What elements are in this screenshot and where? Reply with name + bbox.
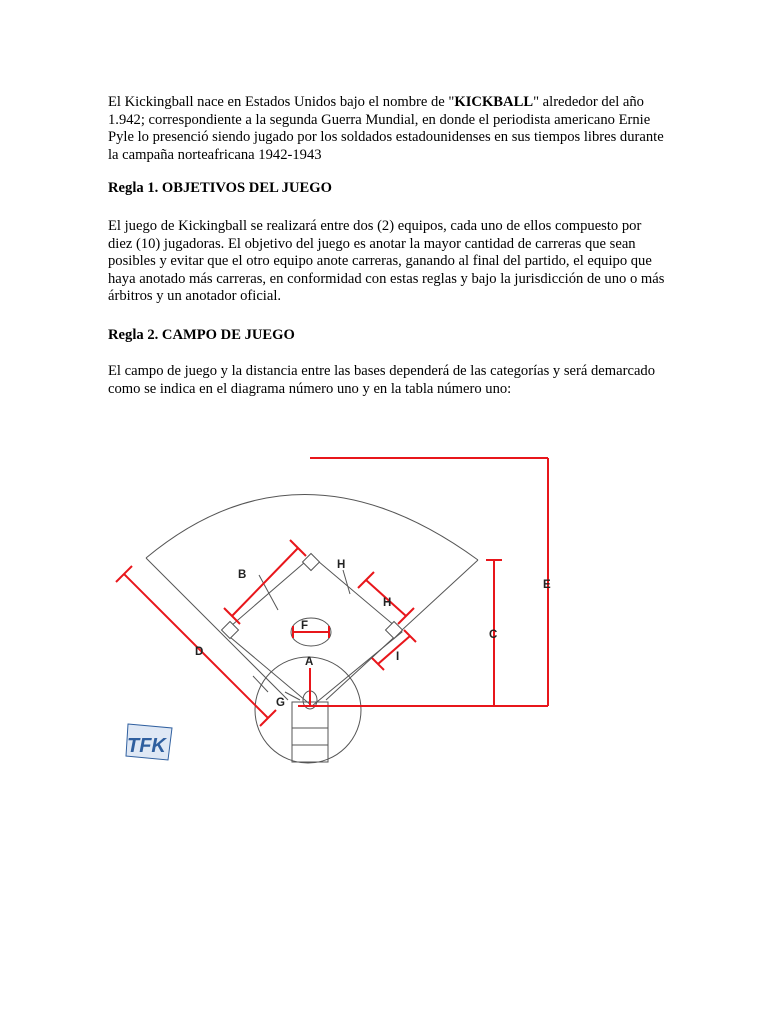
intro-paragraph — [108, 94, 668, 164]
kicking-box — [292, 702, 328, 762]
intro-bold-word: KICKBALL — [454, 94, 534, 110]
label-i: I — [396, 651, 400, 663]
label-g: G — [276, 697, 285, 709]
label-e: E — [543, 579, 551, 591]
label-b: B — [238, 569, 247, 581]
rule2-paragraph: El campo de juego y la distancia entre las bases dependerá de las categorías y será demarcado como se indica en el diagrama número uno y en la tabla número uno: — [108, 363, 656, 397]
label-c: C — [489, 629, 498, 641]
intro-text-start: El Kickingball nace en Estados Unidos bajo el nombre de " — [108, 94, 455, 110]
tfk-logo — [126, 724, 172, 760]
svg-text:TFK: TFK — [127, 735, 166, 757]
outfield-fence — [146, 494, 478, 560]
rule1-paragraph: El juego de Kickingball se realizará entre dos (2) equipos, cada uno de ellos compuesto por diez (10) jugadoras. El objetivo del juego es anotar la mayor cantidad de carreras que sean posibles y evitar que el otro equipo anote carreras, ganando al final del partido, el equipo que haya anotado más carreras, en conformidad con estas reglas y bajo la jurisdicción de uno o más árbitros y un anotador oficial. — [108, 218, 665, 305]
label-f: F — [301, 620, 309, 632]
rule2-heading: Regla 2. CAMPO DE JUEGO — [108, 327, 295, 343]
label-h-upper: H — [337, 559, 346, 571]
field-diagram — [0, 440, 768, 780]
first-base — [386, 622, 403, 639]
label-d: D — [195, 646, 204, 658]
label-a: A — [305, 656, 314, 668]
label-h-right: H — [383, 597, 392, 609]
home-circle — [255, 657, 361, 763]
intro-text-end: " alrededor del año 1.942; correspondiente a la segunda Guerra Mundial, en donde el periodista americano Ernie Pyle lo presenció siendo jugado por los soldados estadounidenses en sus tiempos libres durante la campaña norteafricana 1942-1943 — [108, 94, 664, 163]
rule1-heading: Regla 1. OBJETIVOS DEL JUEGO — [108, 180, 332, 196]
